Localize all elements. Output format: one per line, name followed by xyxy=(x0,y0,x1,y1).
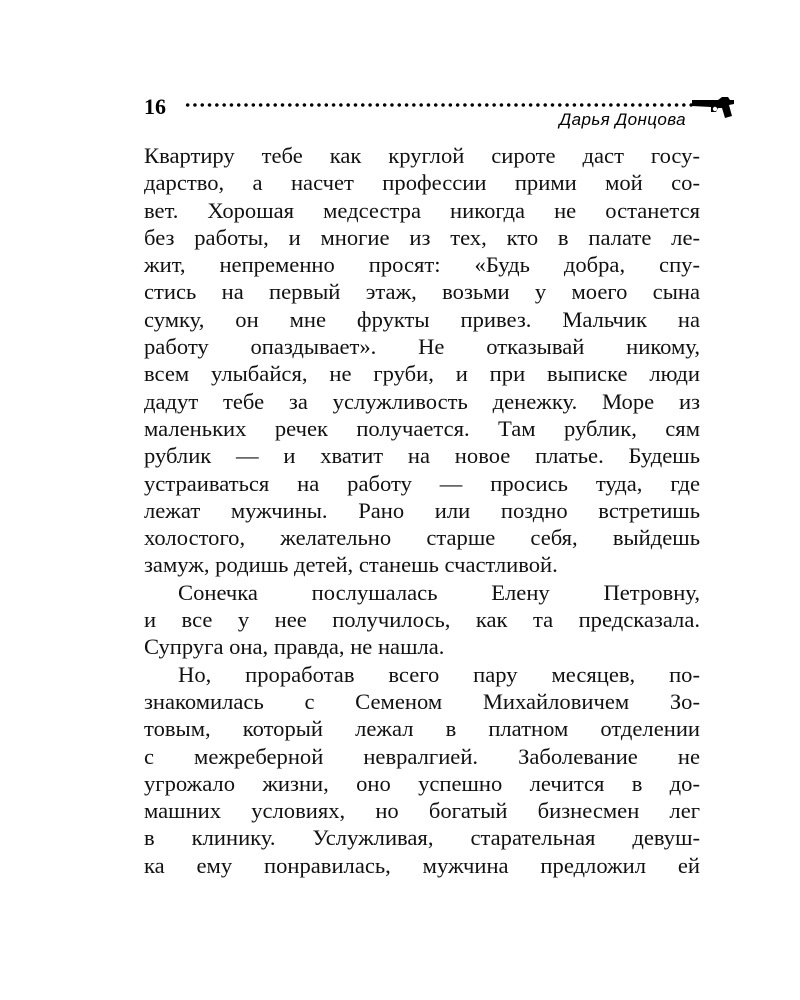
text-line: с межреберной невралгией. Заболевание не xyxy=(144,743,700,769)
text-line: холостого, желательно старше себя, выйдешь xyxy=(144,525,700,551)
text-line: дарство, а насчет профессии прими мой со- xyxy=(144,170,700,196)
text-line: и все у нее получилось, как та предсказала. xyxy=(144,607,700,633)
text-line: вет. Хорошая медсестра никогда не останется xyxy=(144,197,700,223)
text-line: всем улыбайся, не груби, и при выписке люди xyxy=(144,361,700,387)
text-line: сумку, он мне фрукты привез. Мальчик на xyxy=(144,306,700,332)
paragraph-first-line: Но, проработав всего пару месяцев, по- xyxy=(178,661,700,687)
dotted-leader xyxy=(184,102,694,108)
paragraph-last-line: замуж, родишь детей, станешь счастливой. xyxy=(144,552,558,578)
running-header xyxy=(144,94,736,130)
text-line: без работы, и многие из тех, кто в палате ле- xyxy=(144,224,700,250)
page-text xyxy=(144,142,700,879)
text-line: рублик — и хватит на новое платье. Будешь xyxy=(144,443,700,469)
text-line: знакомилась с Семеном Михайловичем Зо- xyxy=(144,688,700,714)
author-name: Дарья Донцова xyxy=(559,110,686,129)
text-line: дадут тебе за услужливость денежку. Море из xyxy=(144,388,700,414)
text-line: ка ему понравилась, мужчина предложил ей xyxy=(144,852,700,878)
paragraph-first-line: Сонечка послушалась Елену Петровну, xyxy=(178,579,700,605)
page-number: 16 xyxy=(144,94,166,119)
paragraph-last-line: Супруга она, правда, не нашла. xyxy=(144,634,445,660)
text-line: угрожало жизни, оно успешно лечится в до- xyxy=(144,770,700,796)
text-line: в клинику. Услужливая, старательная девуш- xyxy=(144,825,700,851)
text-line: маленьких речек получается. Там рублик, сям xyxy=(144,415,700,441)
text-line: работу опаздывает». Не отказывай никому, xyxy=(144,334,700,360)
text-line: устраиваться на работу — просись туда, где xyxy=(144,470,700,496)
revolver-icon xyxy=(692,94,736,120)
text-line: стись на первый этаж, возьми у моего сына xyxy=(144,279,700,305)
text-line: жит, непременно просят: «Будь добра, спу- xyxy=(144,252,700,278)
text-line: лежат мужчины. Рано или поздно встретишь xyxy=(144,497,700,523)
text-line: машних условиях, но богатый бизнесмен лег xyxy=(144,798,700,824)
text-line: Квартиру тебе как круглой сироте даст госу- xyxy=(144,143,700,168)
text-line: товым, который лежал в платном отделении xyxy=(144,716,700,742)
